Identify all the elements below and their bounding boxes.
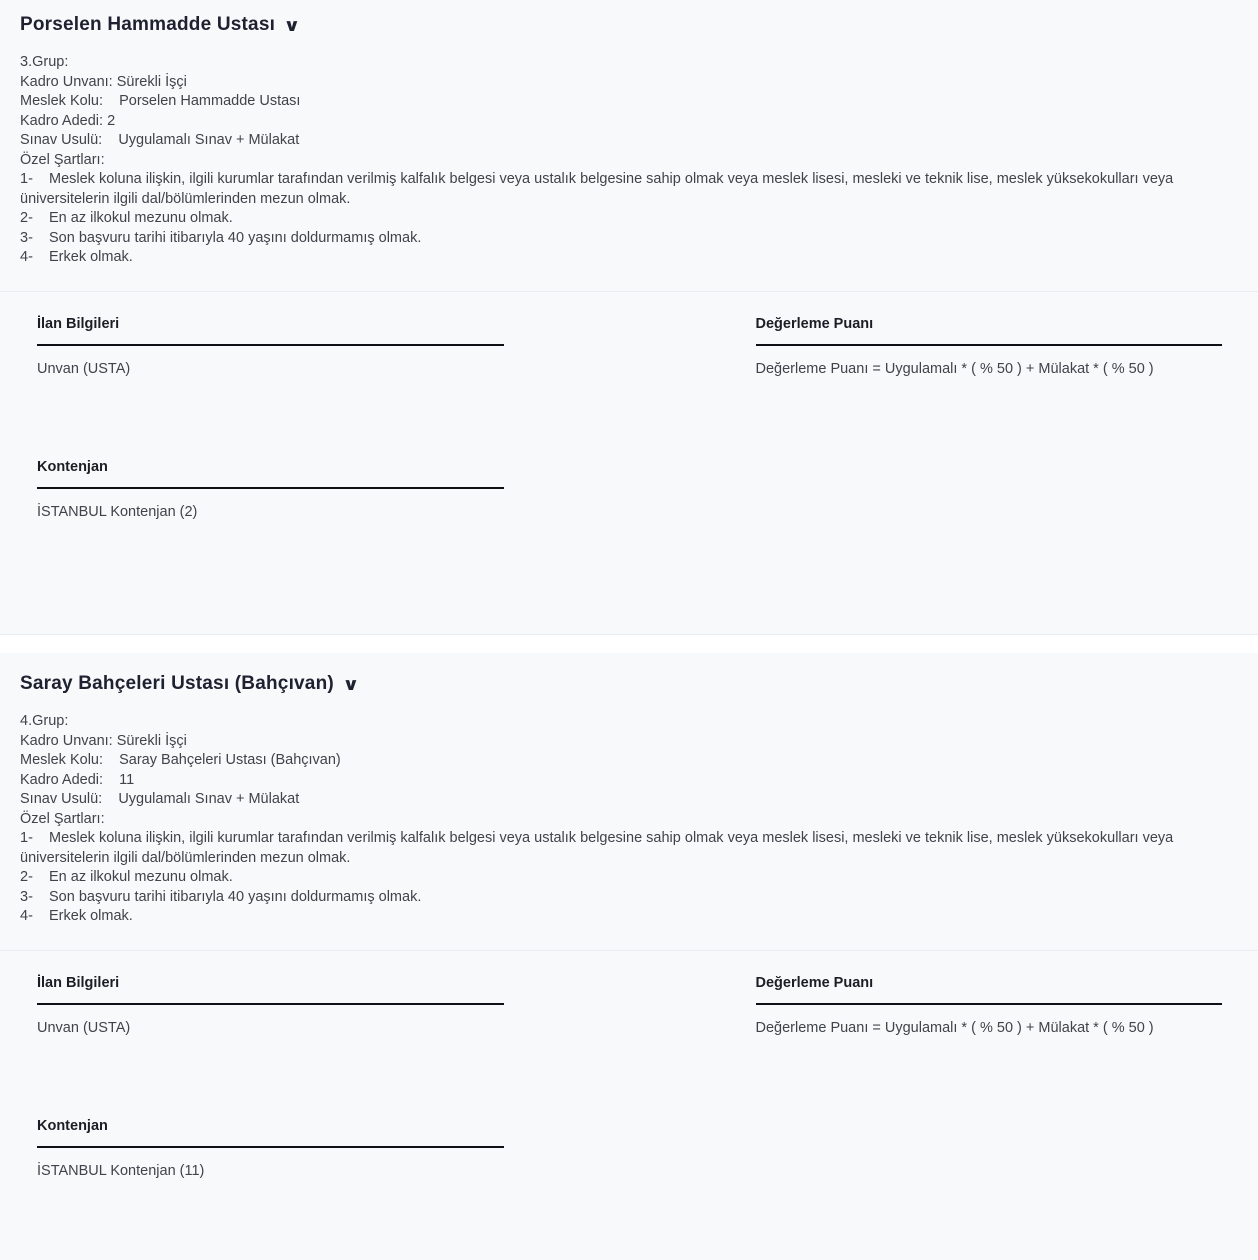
detail-line: 3- Son başvuru tarihi itibarıyla 40 yaşını doldurmamış olmak. bbox=[20, 888, 422, 905]
heading-underline bbox=[37, 1146, 504, 1148]
heading-underline bbox=[756, 344, 1223, 346]
info-panel-right-column bbox=[756, 975, 1223, 1179]
detail-line: Kadro Adedi: 2 bbox=[20, 112, 116, 129]
detail-line: Özel Şartları: bbox=[20, 151, 105, 168]
detail-line: 2- En az ilkokul mezunu olmak. bbox=[20, 869, 233, 885]
detail-line: 3- Son başvuru tarihi itibarıyla 40 yaşını doldurmamış olmak. bbox=[20, 229, 422, 246]
kontenjan-value: İSTANBUL Kontenjan (11) bbox=[37, 1162, 205, 1179]
detail-line: Meslek Kolu: Porselen Hammadde Ustası bbox=[20, 93, 301, 109]
section-details bbox=[20, 53, 1238, 268]
detail-line: Kadro Unvanı: Sürekli İşçi bbox=[20, 73, 187, 90]
heading-underline bbox=[756, 1003, 1223, 1005]
accordion-header-saray-bahceleri[interactable] bbox=[20, 673, 358, 695]
chevron-down-icon: ∨ bbox=[283, 16, 301, 35]
detail-line: Sınav Usulü: Uygulamalı Sınav + Mülakat bbox=[20, 791, 300, 807]
info-panel-right-column bbox=[756, 316, 1223, 520]
kontenjan-block bbox=[37, 1118, 504, 1179]
kontenjan-heading: Kontenjan bbox=[37, 1117, 108, 1134]
degerleme-puani-block bbox=[756, 316, 1223, 377]
detail-line: Kadro Unvanı: Sürekli İşçi bbox=[20, 732, 187, 749]
detail-line: 1- Meslek koluna ilişkin, ilgili kurumlar tarafından verilmiş kalfalık belgesi veya ustalık belgesine sahip olmak veya meslek lisesi, mesleki ve teknik lise, meslek yüksekokulları veya üniversitelerin ilgili dal/bölümlerinden mezun olmak. bbox=[20, 830, 1178, 866]
info-panel-left-column bbox=[37, 316, 504, 520]
section-title: Saray Bahçeleri Ustası (Bahçıvan) bbox=[20, 673, 334, 694]
detail-line: 4- Erkek olmak. bbox=[20, 908, 133, 924]
heading-underline bbox=[37, 344, 504, 346]
degerleme-puani-value: Değerleme Puanı = Uygulamalı * ( % 50 ) + Mülakat * ( % 50 ) bbox=[755, 1019, 1154, 1036]
degerleme-puani-heading: Değerleme Puanı bbox=[755, 974, 874, 991]
kontenjan-value: İSTANBUL Kontenjan (2) bbox=[37, 503, 198, 520]
section-title: Porselen Hammadde Ustası bbox=[20, 14, 276, 35]
ilan-bilgileri-value: Unvan (USTA) bbox=[37, 1019, 131, 1036]
info-panel bbox=[0, 291, 1258, 520]
degerleme-puani-block bbox=[756, 975, 1223, 1036]
detail-line: Sınav Usulü: Uygulamalı Sınav + Mülakat bbox=[20, 132, 300, 148]
detail-line: 3.Grup: bbox=[20, 54, 69, 70]
detail-line: Kadro Adedi: 11 bbox=[20, 771, 135, 788]
detail-line: 4.Grup: bbox=[20, 713, 69, 729]
chevron-down-icon: ∨ bbox=[342, 675, 360, 694]
job-section-saray-bahceleri bbox=[0, 653, 1258, 1260]
info-panel-left-column bbox=[37, 975, 504, 1179]
heading-underline bbox=[37, 487, 504, 489]
degerleme-puani-value: Değerleme Puanı = Uygulamalı * ( % 50 ) + Mülakat * ( % 50 ) bbox=[755, 360, 1154, 377]
ilan-bilgileri-heading: İlan Bilgileri bbox=[37, 315, 120, 332]
kontenjan-block bbox=[37, 459, 504, 520]
ilan-bilgileri-heading: İlan Bilgileri bbox=[37, 974, 120, 991]
detail-line: Özel Şartları: bbox=[20, 810, 105, 827]
ilan-bilgileri-value: Unvan (USTA) bbox=[37, 360, 131, 377]
degerleme-puani-heading: Değerleme Puanı bbox=[755, 315, 874, 332]
ilan-bilgileri-block bbox=[37, 975, 504, 1036]
detail-line: Meslek Kolu: Saray Bahçeleri Ustası (Bahçıvan) bbox=[20, 752, 341, 768]
ilan-bilgileri-block bbox=[37, 316, 504, 377]
detail-line: 2- En az ilkokul mezunu olmak. bbox=[20, 210, 233, 226]
accordion-header-porselen[interactable] bbox=[20, 14, 299, 36]
kontenjan-heading: Kontenjan bbox=[37, 458, 108, 475]
detail-line: 4- Erkek olmak. bbox=[20, 249, 133, 265]
info-panel bbox=[0, 950, 1258, 1179]
heading-underline bbox=[37, 1003, 504, 1005]
section-details bbox=[20, 712, 1238, 927]
detail-line: 1- Meslek koluna ilişkin, ilgili kurumlar tarafından verilmiş kalfalık belgesi veya ustalık belgesine sahip olmak veya meslek lisesi, mesleki ve teknik lise, meslek yüksekokulları veya üniversitelerin ilgili dal/bölümlerinden mezun olmak. bbox=[20, 171, 1178, 207]
